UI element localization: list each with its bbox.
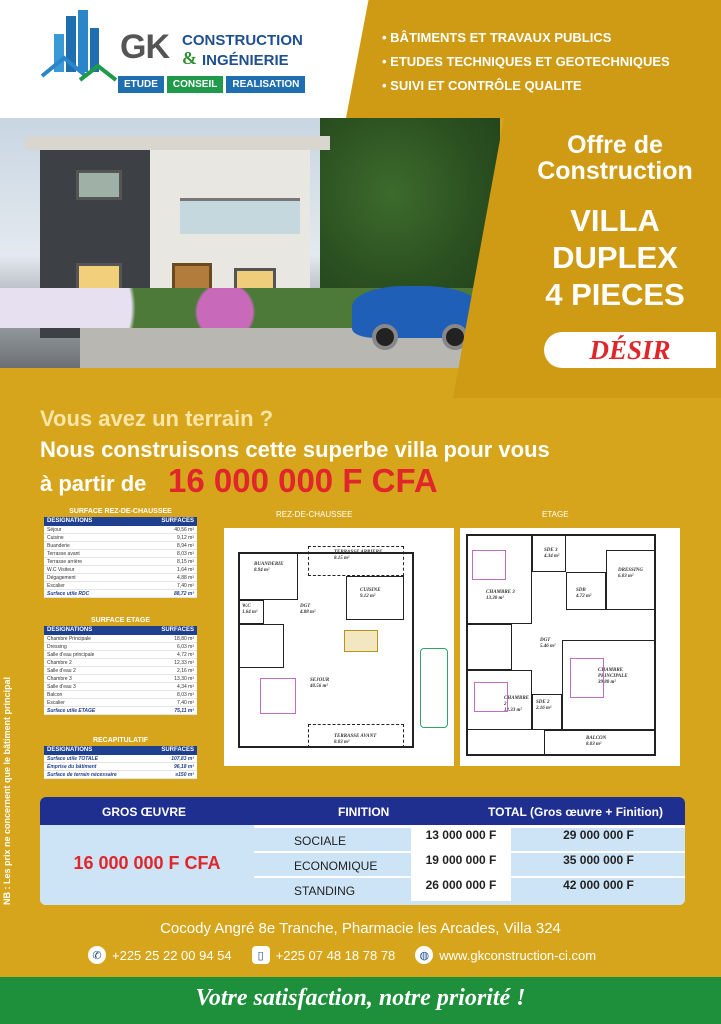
- room-area: 1.64 m²: [242, 610, 258, 615]
- offer-title: [520, 132, 710, 184]
- label-balcon: [586, 736, 606, 748]
- room-area: 8.94 m²: [254, 568, 270, 573]
- villa-photo: [0, 118, 500, 368]
- service-item: • BÂTIMENTS ET TRAVAUX PUBLICS: [382, 30, 612, 45]
- table-row: [44, 651, 197, 659]
- table-row: [254, 876, 685, 905]
- label-cuisine: [360, 588, 381, 600]
- table-title: RECAPITULATIF: [92, 737, 149, 744]
- table-row: [44, 699, 197, 707]
- phone-icon: ✆: [88, 946, 106, 964]
- logo-tag-conseil: CONSEIL: [167, 76, 223, 93]
- table-title: SURFACE REZ-DE-CHAUSSEE: [69, 508, 172, 515]
- contact-phone1[interactable]: [88, 946, 232, 964]
- table-recap: [44, 735, 197, 779]
- table-row: [254, 826, 685, 851]
- label-wc: [242, 604, 257, 616]
- cell: W.C Visiteur: [47, 567, 75, 573]
- globe-icon: ◍: [415, 946, 433, 964]
- finish-level: ECONOMIQUE: [294, 859, 378, 873]
- stairs: [466, 624, 512, 670]
- price-table: [40, 797, 685, 905]
- room-name: BALCON: [586, 736, 607, 741]
- model-badge: DÉSIR: [544, 332, 716, 368]
- cell: 40,56 m²: [174, 527, 194, 533]
- cell: Chambre 3: [47, 676, 72, 682]
- cell: Chambre Principale: [47, 636, 91, 642]
- room-area: 13.30 m²: [486, 596, 504, 601]
- hero: [0, 118, 721, 398]
- cell: Emprise du bâtiment: [47, 764, 97, 770]
- label-buanderie: [254, 562, 283, 574]
- table-row: [44, 643, 197, 651]
- gros-oeuvre-price: 16 000 000 F CFA: [73, 853, 221, 873]
- col-finition: FINITION: [338, 805, 390, 819]
- villa-type: [520, 202, 710, 313]
- table-title: SURFACE ETAGE: [91, 617, 150, 624]
- price-table-header: [40, 797, 685, 825]
- room-name: DGT: [540, 638, 551, 643]
- dining-table: [344, 630, 378, 652]
- finish-level: STANDING: [294, 884, 356, 898]
- buildings-logo-icon: [40, 10, 120, 90]
- contact-phone2[interactable]: [252, 946, 396, 964]
- table-row: [44, 542, 197, 550]
- room-area: 8.03 m²: [334, 740, 350, 745]
- col-surfaces: SURFACES: [161, 747, 194, 753]
- label-chambre-principale: [598, 668, 648, 686]
- cell: 75,11 m²: [174, 708, 194, 714]
- room-name: DRESSING: [618, 568, 644, 573]
- col-designations: DESIGNATIONS: [47, 747, 93, 753]
- table-row: [44, 691, 197, 699]
- room-area: 40.56 m²: [310, 684, 328, 689]
- table-total-row: [44, 590, 197, 598]
- room-name: TERRASSE AVANT: [334, 734, 377, 739]
- label-dgt: [540, 638, 555, 650]
- headline-question: Vous avez un terrain ?: [40, 406, 274, 431]
- logo-line2: INGÉNIERIE: [202, 52, 289, 69]
- offer-title-l1: Offre de: [567, 131, 663, 159]
- total-price: 42 000 000 F: [563, 878, 634, 892]
- room-area: 8.03 m²: [586, 742, 602, 747]
- stairs: [238, 624, 284, 668]
- phone1-text: +225 25 22 00 94 54: [112, 947, 232, 963]
- villa-type-l3: 4 PIECES: [545, 277, 685, 312]
- slogan: Votre satisfaction, notre priorité !: [195, 985, 526, 1011]
- cell: 7,40 m²: [177, 700, 194, 706]
- table-row: [44, 683, 197, 691]
- house-window: [76, 170, 122, 200]
- table-row: [44, 635, 197, 643]
- room-area: 4.34 m²: [544, 554, 560, 559]
- offer-title-l2: Construction: [537, 157, 693, 185]
- headline-line3: à partir de: [40, 471, 147, 496]
- room-name: SDE 3: [544, 548, 558, 553]
- table-row: [44, 526, 197, 534]
- col-designations: DESIGNATIONS: [47, 518, 93, 524]
- cell: 4,88 m²: [177, 575, 194, 581]
- label-sde3: [544, 548, 559, 560]
- plan-label-etage: ETAGE: [542, 510, 569, 519]
- house-roof: [25, 136, 330, 150]
- company-logo: [40, 10, 303, 100]
- label-sdb: [576, 588, 591, 600]
- cell: Surface utile ETAGE: [47, 708, 96, 714]
- room-area: 6.03 m²: [618, 574, 634, 579]
- plan-rdc: [224, 528, 454, 766]
- address: Cocody Angré 8e Tranche, Pharmacie les Arcades, Villa 324: [160, 920, 561, 937]
- cell: Séjour: [47, 527, 62, 533]
- label-dressing: [618, 568, 643, 580]
- table-row: [44, 534, 197, 542]
- total-price: 35 000 000 F: [563, 853, 634, 867]
- room-name: SDE 2: [536, 700, 550, 705]
- cell: Salle d'eau principale: [47, 652, 95, 658]
- car-outline: [420, 648, 448, 728]
- service-item: • ETUDES TECHNIQUES ET GEOTECHNIQUES: [382, 54, 670, 69]
- headline-price: 16 000 000 F CFA: [168, 462, 438, 499]
- label-terrasse-arriere: [334, 550, 382, 562]
- room-area: 4.72 m²: [576, 594, 592, 599]
- col-designations: DESIGNATIONS: [47, 627, 93, 633]
- house-balcony: [180, 198, 300, 234]
- cell: Terrasse arrière: [47, 559, 83, 565]
- room-area: 4.88 m²: [300, 610, 316, 615]
- cell: 1,64 m²: [177, 567, 194, 573]
- cell: 2,16 m²: [177, 668, 194, 674]
- cell: Salle d'eau 3: [47, 684, 76, 690]
- mobile-icon: ▯: [252, 946, 270, 964]
- label-chambre3: [486, 590, 515, 602]
- cell: 8,94 m²: [177, 543, 194, 549]
- label-terrasse-avant: [334, 734, 376, 746]
- table-total-row: [44, 707, 197, 715]
- nb-note: NB : Les prix ne concernent que le bâtiment principal: [2, 676, 12, 905]
- table-rdc: [44, 506, 197, 598]
- trees: [320, 118, 500, 308]
- logo-amp: &: [182, 48, 197, 68]
- cell: Balcon: [47, 692, 63, 698]
- total-price: 29 000 000 F: [563, 828, 634, 842]
- table-row: [44, 667, 197, 675]
- villa-type-l2: DUPLEX: [552, 240, 678, 275]
- bed: [474, 682, 508, 712]
- cell: 8,15 m²: [177, 559, 194, 565]
- cell: Terrasse avant: [47, 551, 80, 557]
- table-row: [44, 582, 197, 590]
- cell: Escalier: [47, 700, 65, 706]
- table-row: [44, 550, 197, 558]
- cell: Cuisine: [47, 535, 64, 541]
- table-row: [44, 771, 197, 779]
- finition-price: 19 000 000 F: [411, 853, 511, 876]
- table-header: [44, 517, 197, 526]
- table-row: [44, 763, 197, 771]
- table-row: [44, 566, 197, 574]
- col-surfaces: SURFACES: [161, 518, 194, 524]
- cell: Dressing: [47, 644, 67, 650]
- room-name: SEJOUR: [310, 678, 330, 683]
- cell: 6,03 m²: [177, 644, 194, 650]
- bed: [570, 658, 604, 698]
- room-name: CHAMBRE PRINCIPALE: [598, 668, 628, 679]
- cell: Surface utile TOTALE: [47, 756, 98, 762]
- cell: Buanderie: [47, 543, 70, 549]
- cell: 8,03 m²: [177, 551, 194, 557]
- cell: Surface de terrain nécessaire: [47, 772, 117, 778]
- label-sde2: [536, 700, 551, 712]
- cell: 96,18 m²: [173, 764, 194, 770]
- logo-tags: [118, 76, 305, 93]
- cell: Chambre 2: [47, 660, 72, 666]
- label-sejour: [310, 678, 329, 690]
- phone2-text: +225 07 48 18 78 78: [275, 947, 396, 963]
- room-name: BUANDERIE: [254, 562, 284, 567]
- logo-line1: CONSTRUCTION: [182, 32, 303, 49]
- room-area: 12.33 m²: [504, 708, 522, 713]
- cell: ≥150 m²: [175, 772, 194, 778]
- room-name: CUISINE: [360, 588, 381, 593]
- room-area: 2.16 m²: [536, 706, 552, 711]
- room-name: CHAMBRE 3: [486, 590, 515, 595]
- logo-tag-realisation: REALISATION: [226, 76, 305, 93]
- cell: 12,33 m²: [174, 660, 194, 666]
- room-name: TERRASSE ARRIERE: [334, 550, 383, 555]
- label-dgt: [300, 604, 315, 616]
- floor-plans: [224, 510, 680, 768]
- table-header: [44, 746, 197, 755]
- cell: Surface utile RDC: [47, 591, 90, 597]
- room-name: SDB: [576, 588, 586, 593]
- finition-price: 26 000 000 F: [411, 878, 511, 901]
- plan-etage: [460, 528, 680, 766]
- cell: 4,34 m²: [177, 684, 194, 690]
- villa-type-l1: VILLA: [570, 203, 660, 238]
- contact-web[interactable]: [415, 946, 596, 964]
- room-area: 8.15 m²: [334, 556, 350, 561]
- logo-tag-etude: ETUDE: [118, 76, 164, 93]
- table-row: [44, 675, 197, 683]
- table-row: [254, 851, 685, 876]
- services-list: [382, 30, 670, 102]
- sofa: [260, 678, 296, 714]
- room-area: 39.80 m²: [598, 680, 616, 685]
- header: [0, 0, 721, 118]
- cell: Dégagement: [47, 575, 76, 581]
- cell: 18,80 m²: [174, 636, 194, 642]
- room-dressing: [606, 550, 656, 610]
- contacts: [88, 946, 608, 964]
- cell: 4,72 m²: [177, 652, 194, 658]
- plan-label-rdc: REZ-DE-CHAUSSEE: [276, 510, 353, 519]
- table-etage: [44, 615, 197, 715]
- room-name: W.C: [242, 604, 251, 609]
- headline-line2: Nous construisons cette superbe villa pour vous: [40, 437, 550, 462]
- cell: Salle d'eau 2: [47, 668, 76, 674]
- cell: 13,30 m²: [174, 676, 194, 682]
- car-wheel: [372, 324, 398, 350]
- logo-brand: GK: [120, 28, 169, 66]
- table-row: [44, 755, 197, 763]
- service-item: • SUIVI ET CONTRÔLE QUALITE: [382, 78, 582, 93]
- table-header: [44, 626, 197, 635]
- cell: Escalier: [47, 583, 65, 589]
- finish-level: SOCIALE: [294, 834, 347, 848]
- cell: 107,83 m²: [171, 756, 194, 762]
- cell: 8,03 m²: [177, 692, 194, 698]
- room-area: 9.12 m²: [360, 594, 376, 599]
- col-total: TOTAL (Gros œuvre + Finition): [488, 805, 664, 819]
- cell: 7,40 m²: [177, 583, 194, 589]
- web-link[interactable]: www.gkconstruction-ci.com: [439, 947, 597, 963]
- room-area: 5.46 m²: [540, 644, 556, 649]
- table-row: [44, 659, 197, 667]
- bed: [472, 550, 506, 580]
- col-surfaces: SURFACES: [161, 627, 194, 633]
- finition-price: 13 000 000 F: [411, 828, 511, 851]
- room-name: CHAMBRE 2: [504, 696, 530, 707]
- table-row: [44, 558, 197, 566]
- room-name: DGT: [300, 604, 311, 609]
- cell: 9,12 m²: [177, 535, 194, 541]
- cell: 88,72 m²: [173, 591, 194, 597]
- col-gros-oeuvre: GROS ŒUVRE: [102, 805, 187, 819]
- table-row: [44, 574, 197, 582]
- room-buanderie: [238, 552, 298, 600]
